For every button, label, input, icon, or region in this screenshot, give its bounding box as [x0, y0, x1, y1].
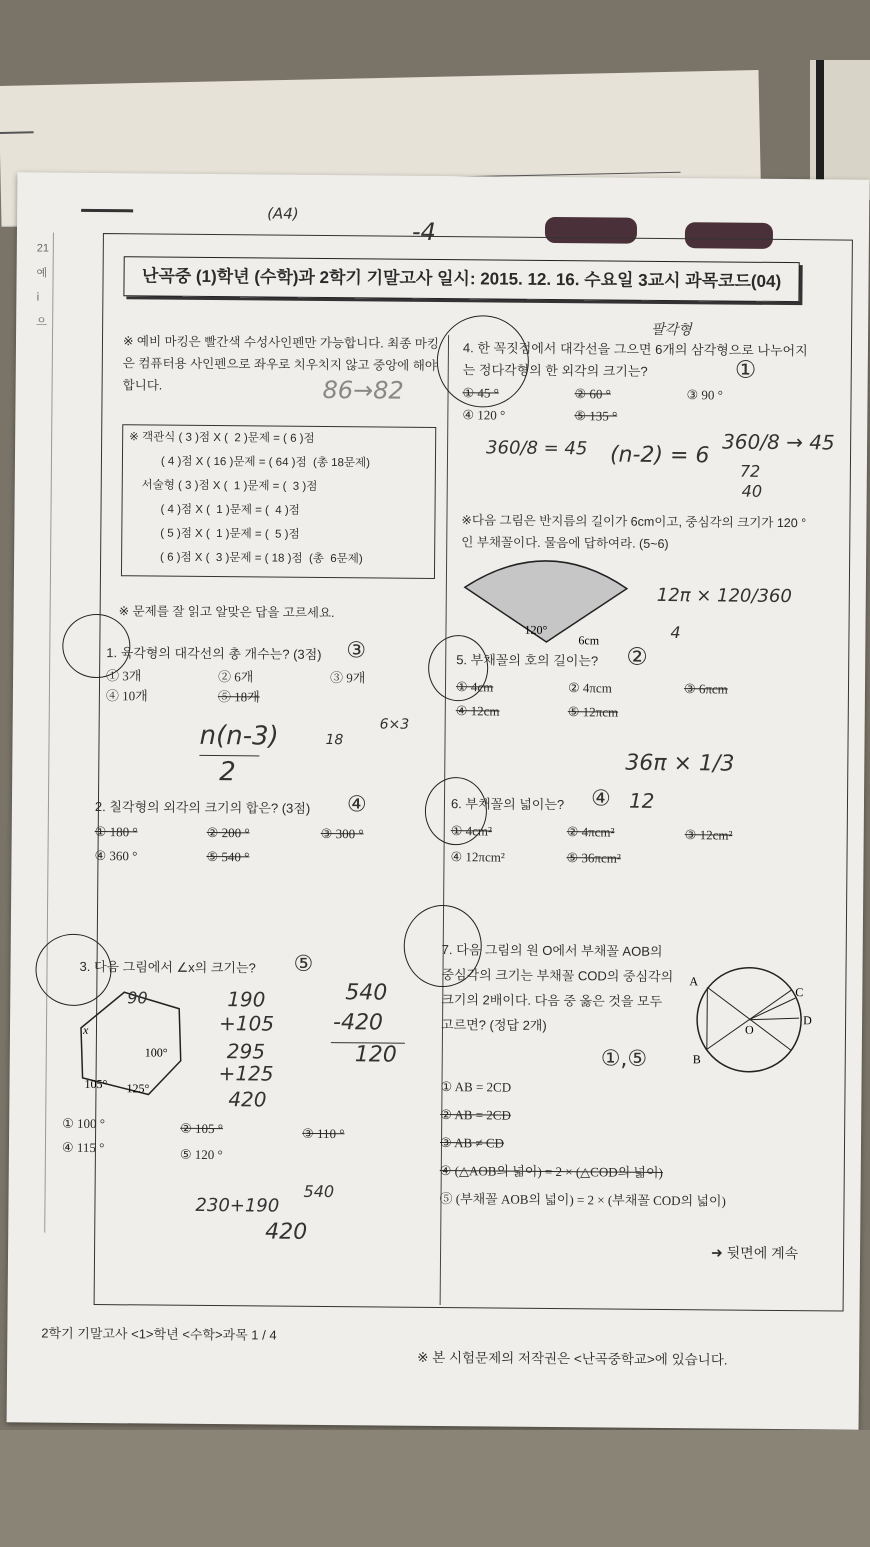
option-3: ③ 300 ° — [320, 825, 364, 842]
option-2: ② 60 ° — [574, 386, 611, 402]
option-5: ⑤ 120 ° — [179, 1146, 223, 1163]
option-4: ④ 12πcm² — [450, 849, 505, 865]
option-2: ② 4πcm² — [566, 824, 615, 840]
hw-note: 18 — [325, 732, 344, 749]
option-1: ① 4cm² — [450, 823, 492, 839]
option-3: ③ 12cm² — [684, 827, 733, 843]
exam-frame — [61, 233, 853, 1312]
figure-label: A — [689, 974, 699, 989]
option-3: ③ 90 ° — [686, 387, 723, 403]
question-6: 6. 부채꼴의 넓이는? — [450, 796, 565, 813]
hw-calc: +105 — [218, 1011, 275, 1036]
hw-calc: 36π × 1/3 — [625, 750, 735, 777]
sector-intro: ※다음 그림은 반지름의 길이가 6cm이고, 중심각의 크기가 120 °인 부채꼴이다. 물음에 답하여라. (5~6) — [461, 513, 807, 552]
hw-calc: 12π × 120/360 — [656, 584, 792, 608]
hw-calc: -420 — [332, 1010, 384, 1036]
option-3: ③ 6πcm — [683, 681, 728, 697]
top-dash — [81, 209, 133, 212]
left-margin-strip — [8, 232, 54, 1232]
hw-calc: 540 — [303, 1181, 335, 1202]
hw-answer-q6: ④ — [590, 786, 611, 812]
exam-title: 난곡중 (1)학년 (수학)과 2학기 기말고사 일시: 2015. 12. 16. 수요일 3교시 과목코드(04) — [123, 256, 799, 302]
figure-label: D — [803, 1013, 812, 1028]
option-1: ① 45 ° — [462, 385, 499, 401]
figure-label: x — [82, 1022, 89, 1037]
hw-calc: 540 — [345, 980, 388, 1006]
hw-calc: 4 — [670, 623, 681, 643]
scoring-table — [121, 424, 436, 579]
scoring-line: ( 4 )점 X ( 1 )문제 = ( 4 )점 — [128, 503, 300, 517]
hw-calc: (n-2) = 6 — [609, 442, 710, 469]
option-5: ⑤ 36πcm² — [566, 850, 621, 866]
question-5: 5. 부채꼴의 호의 길이는? — [456, 652, 599, 669]
hw-note: 팔각형 — [651, 321, 692, 339]
question-2: 2. 칠각형의 외각의 크기의 합은? (3점) — [94, 799, 311, 816]
hw-score: 86→82 — [322, 375, 404, 405]
option-4: ④ 360 ° — [94, 848, 138, 864]
margin-char: 으 — [36, 316, 47, 329]
hw-answer-q1: ③ — [346, 638, 367, 664]
option-4: ④ (△AOB의 넓이) = 2 × (△COD의 넓이) — [439, 1163, 663, 1180]
hw-calc: 72 — [739, 461, 761, 481]
option-5: ⑤ (부채꼴 AOB의 넓이) = 2 × (부채꼴 COD의 넓이) — [439, 1191, 726, 1209]
margin-char: 예 — [36, 267, 48, 280]
option-2: ② 200 ° — [206, 824, 250, 841]
hw-paper-size: (A4) — [267, 204, 299, 223]
footer-right: ※ 본 시험문제의 저작권은 <난곡중학교>에 있습니다. — [417, 1349, 728, 1368]
hw-calc: 420 — [265, 1219, 308, 1245]
hw-answer-q7: ①,⑤ — [600, 1046, 648, 1072]
instruction: ※ 문제를 잘 읽고 알맞은 답을 고르세요. — [118, 604, 335, 621]
hw-calc: 190 — [227, 987, 266, 1012]
figure-label: 100° — [144, 1045, 168, 1060]
hw-answer-q5: ② — [626, 642, 648, 671]
question-1: 1. 육각형의 대각선의 총 개수는? (3점) — [106, 645, 322, 662]
option-4: ④ 115 ° — [61, 1139, 105, 1156]
continue-note: ➜ 뒷면에 계속 — [711, 1244, 799, 1262]
hw-calc: 360/8 = 45 — [485, 437, 588, 460]
margin-char: 21 — [36, 242, 50, 255]
hw-calc: 12 — [628, 788, 655, 813]
hw-minus-four: -4 — [411, 217, 437, 246]
hw-calc: 295 — [226, 1039, 266, 1064]
figure-label: 105° — [84, 1076, 108, 1092]
sector-figure — [462, 557, 633, 648]
hw-note: 6×3 — [379, 716, 410, 733]
option-1: ① 3개 — [106, 668, 142, 684]
hw-formula-den: 2 — [219, 757, 236, 788]
desk-surface — [0, 1430, 870, 1547]
option-1: ① 180 ° — [94, 824, 138, 840]
figure-label: 6cm — [578, 633, 600, 648]
figure-label: 125° — [126, 1081, 150, 1096]
hw-answer-q3: ⑤ — [293, 951, 314, 977]
option-5: ⑤ 540 ° — [206, 848, 250, 865]
hw-formula: n(n-3) — [199, 720, 279, 752]
option-5: ⑤ 12πcm — [567, 704, 619, 720]
option-3: ③ 110 ° — [302, 1125, 345, 1142]
scoring-line: 서술형 ( 3 )점 X ( 1 )문제 = ( 3 )점 — [128, 479, 318, 493]
question-4: 4. 한 꼭짓점에서 대각선을 그으면 6개의 삼각형으로 나누어지는 정다각형의 한 외각의 크기는? — [462, 340, 808, 379]
hw-calc: 40 — [741, 481, 763, 501]
hw-calc: 420 — [228, 1087, 267, 1112]
scoring-line: ※ 객관식 ( 3 )점 X ( 2 )문제 = ( 6 )점 — [129, 431, 315, 445]
hw-calc: +125 — [218, 1061, 274, 1086]
footer-left: 2학기 기말고사 <1>학년 <수학>과목 1 / 4 — [41, 1325, 277, 1343]
exam-sheet — [7, 172, 870, 1429]
option-1: ① AB = 2CD — [440, 1079, 512, 1095]
figure-label: O — [744, 1022, 754, 1037]
option-2: ② AB = 2CD — [440, 1107, 511, 1123]
margin-char: ⅰ — [36, 291, 40, 304]
option-4: ④ 12cm — [455, 703, 500, 719]
option-5: ⑤ 18개 — [217, 689, 260, 705]
hw-answer-q4: ① — [734, 355, 757, 384]
question-7: 7. 다음 그림의 원 O에서 부채꼴 AOB의 중심각의 크기는 부채꼴 COD의 중심각의 크기의 2배이다. 다음 중 옳은 것을 모두 고르면? (정답 2개) — [440, 942, 674, 1033]
scoring-line: ( 5 )점 X ( 1 )문제 = ( 5 )점 — [128, 527, 300, 541]
hw-calc: 230+190 — [195, 1194, 280, 1217]
circle-figure — [687, 959, 818, 1080]
hw-angle: 90 — [127, 988, 148, 1008]
option-3: ③ 9개 — [330, 670, 366, 686]
option-4: ④ 10개 — [105, 688, 148, 704]
scoring-line: ( 6 )점 X ( 3 )문제 = ( 18 )점 (총 6문제) — [128, 551, 363, 566]
option-3: ③ AB ≠ CD — [439, 1135, 505, 1151]
option-2: ② 6개 — [218, 669, 254, 685]
hw-answer-q2: ④ — [346, 792, 367, 818]
scoring-line: ( 4 )점 X ( 16 )문제 = ( 64 )점 (총 18문제) — [128, 455, 371, 470]
option-5: ⑤ 135 ° — [574, 408, 618, 424]
figure-label: C — [795, 985, 804, 1000]
figure-label: B — [692, 1052, 701, 1067]
question-3: 3. 다음 그림에서 ∠x의 크기는? — [79, 958, 256, 976]
figure-label: 120° — [524, 622, 548, 637]
option-1: ① 4cm — [455, 679, 494, 695]
hw-calc: 360/8 → 45 — [722, 429, 835, 455]
option-1: ① 100 ° — [62, 1115, 106, 1132]
option-2: ② 105 ° — [180, 1120, 224, 1137]
option-4: ④ 120 ° — [462, 407, 506, 423]
marking-notice: ※ 예비 마킹은 빨간색 수성사인펜만 가능합니다. 최종 마킹은 컴퓨터용 사인펜으로 좌우로 치우치지 않고 중앙에 해야 합니다. — [122, 334, 440, 393]
hw-calc: 120 — [354, 1042, 397, 1068]
option-2: ② 4πcm — [567, 680, 612, 696]
